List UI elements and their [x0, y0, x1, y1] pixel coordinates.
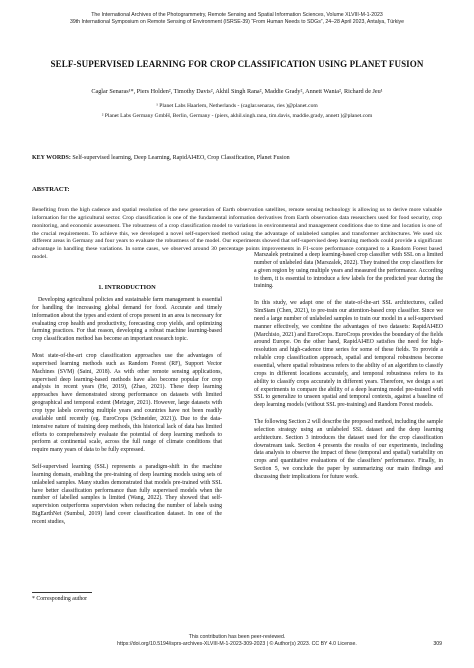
right-column [254, 252, 443, 491]
section-heading-introduction: 1. INTRODUCTION [98, 284, 156, 291]
affiliation-1: ¹ Planet Labs Haarlem, Netherlands - (caglar.senaras, ries )@planet.com [156, 103, 318, 109]
body-paragraph: The following Section 2 will describe the proposed method, including the sample selection strategy using an unlabeled SSL dataset and the deep learning architecture. Section 3 introduces the dataset used for the crop classification downstream task. Section 4 presents the results of our experiments, including data analysis to observe the impact of these (temporal and spatial) variability on crops and quantitative evaluations of the classifiers' performance. Finally, in Section 5, we conclude the paper by summarizing our main findings and discussing their implications for future work. [254, 419, 443, 480]
intro-paragraph: Most state-of-the-art crop classification approaches use the advantages of supervised learning methods such as Random Forest (RF), Support Vector Machines (SVM) (Saini, 2018). As with other remote sensing applications, supervised deep learning-based methods have also become popular for crop analysis in recent years (He, 2019), (Zhao, 2021). These deep learning approaches have demonstrated strong performance on datasets with limited geographical and temporal extent (Metzger, 2021). However, large datasets with crop type labels covering multiple years and countries have not been readily available until recently (eg. EuroCrops (Schneider, 2021)). Due to the data-intensive nature of training deep methods, this historical lack of data has limited efforts to comprehensively evaluate the potential of deep learning methods to perform at continental scale, across the full range of climate conditions that require many years of data to be fully expressed. [32, 353, 222, 454]
body-paragraph: Marszalek pretrained a deep learning-based crop classifier with SSL on a limited number of unlabeled data (Marszalek, 2022). They trained the crop classifiers for a given region by using multiple years and measured the performance. According to them, it is essential to introduce a few labels for the predicted year during the training. [254, 252, 443, 290]
intro-paragraph: Self-supervised learning (SSL) represents a paradigm-shift in the machine learning domain, enabling the pre-training of deep learning models using sets of unlabeled samples. Many studies demonstrated that models pre-trained with SSL have better classification performance than fully supervised models when the number of labelled samples is limited (Wang, 2022). They showed that self-supervision outperforms supervision when reducing the number of labels using BigEarthNet (Sumbul, 2019) land cover classification dataset. In one of the recent studies, [32, 464, 222, 525]
paper-title: SELF-SUPERVISED LEARNING FOR CROP CLASSIFICATION USING PLANET FUSION [50, 59, 424, 69]
author-list: Caglar Senaras¹*, Piers Holden², Timothy Davis², Akhil Singh Rana², Maddie Grady², Annett Wania², Richard de Jeu¹ [91, 88, 383, 95]
running-header [20, 12, 454, 26]
affiliation-2: ² Planet Labs Germany GmbH, Berlin, Germany - (piers, akhil.singh.rana, tim.davis, maddie.grady, annett )@planet.com [101, 113, 373, 119]
footnote: * Corresponding author [32, 596, 88, 602]
header-line-2: 39th International Symposium on Remote Sensing of Environment (ISRSE-39) “From Human Needs to SDGs”, 24–28 April 2023, Antalya, Türkiye [69, 19, 405, 25]
footnote-divider [32, 592, 92, 593]
header-line-1: The International Archives of the Photogrammetry, Remote Sensing and Spatial Information Sciences, Volume XLVIII-M-1-2023 [91, 12, 383, 18]
keywords [32, 154, 442, 162]
abstract-text: Benefiting from the high cadence and spatial resolution of the new generation of Earth observation satellites, remote sensing technology is allowing us to derive more valuable information for the agricultural sector. Crop classification is one of the fundamental information derivatives from Earth observation data researchers used for food security, crop monitoring, and economic assessment. The robustness of a crop classification model to variations in environmental and management conditions due to time and location is one of the crucial requirements. To achieve this, we developed a novel self-supervised method using the advantage of unlabeled samples and transformer architectures. We used six different areas in Germany and four years to evaluate the robustness of the model. Our experiments showed that self-supervised deep learning methods could provide a significant advantage in handling these variations. In some cases, we observed around 30 percentage points improvements in F1-score performance compared to a Random Forest based model. [32, 207, 442, 261]
keywords-text: Self-supervised learning, Deep Learning, RapidAI4EO, Crop Classification, Planet Fusion [70, 155, 290, 161]
footer-doi-link[interactable]: https://doi.org/10.5194/isprs-archives-XLVIII-M-1-2023-309-2023 | © Author(s) 2023. CC BY 4.0 License. [117, 641, 357, 647]
footer-line-1: This contribution has been peer-reviewed. [188, 634, 286, 640]
intro-paragraph: Developing agricultural policies and sustainable farm management is essential for handling the increasing global demand for food. Accurate and timely information about the types and extent of crops present in an area is necessary for evaluating crop health and productivity, forecasting crop yields, and optimizing farming practices. For that reason, developing a robust machine learning-based crop classification method has become an important research topic. [32, 297, 222, 343]
keywords-label: KEY WORDS: [32, 155, 71, 161]
page-number: 309 [433, 641, 442, 647]
abstract-heading: ABSTRACT: [32, 186, 70, 193]
affiliations [30, 101, 444, 121]
left-column [32, 297, 222, 536]
body-paragraph: In this study, we adapt one of the state-of-the-art SSL architectures, called SimSiam (Chen, 2021), to pre-train our attention-based crop classifier. Since we need a large number of unlabeled samples to train our model in a self-supervised manner effectively, we combine the advantages of two datasets: RapidAI4EO (Marchisio, 2021) and EuroCrops. EuroCrops provides the boundary of the fields around Europe. On the other hand, RapidAI4EO satisfies the need for high-resolution and high-cadence time series for some of these fields. To provide a reliable crop classification approach, spatial and temporal robustness become essential, where spatial robustness refers to the ability of an algorithm to classify crops in different locations accurately, and temporal robustness refers to its ability to classify crops accurately in different years. Therefore, we design a set of experiments to compare the ability of a deep learning model pre-trained with SSL to generalize to unseen spatial and temporal contexts, against a baseline of deep learning models (without SSL pre-training) and Random Forest models. [254, 300, 443, 409]
page-footer [30, 634, 444, 648]
